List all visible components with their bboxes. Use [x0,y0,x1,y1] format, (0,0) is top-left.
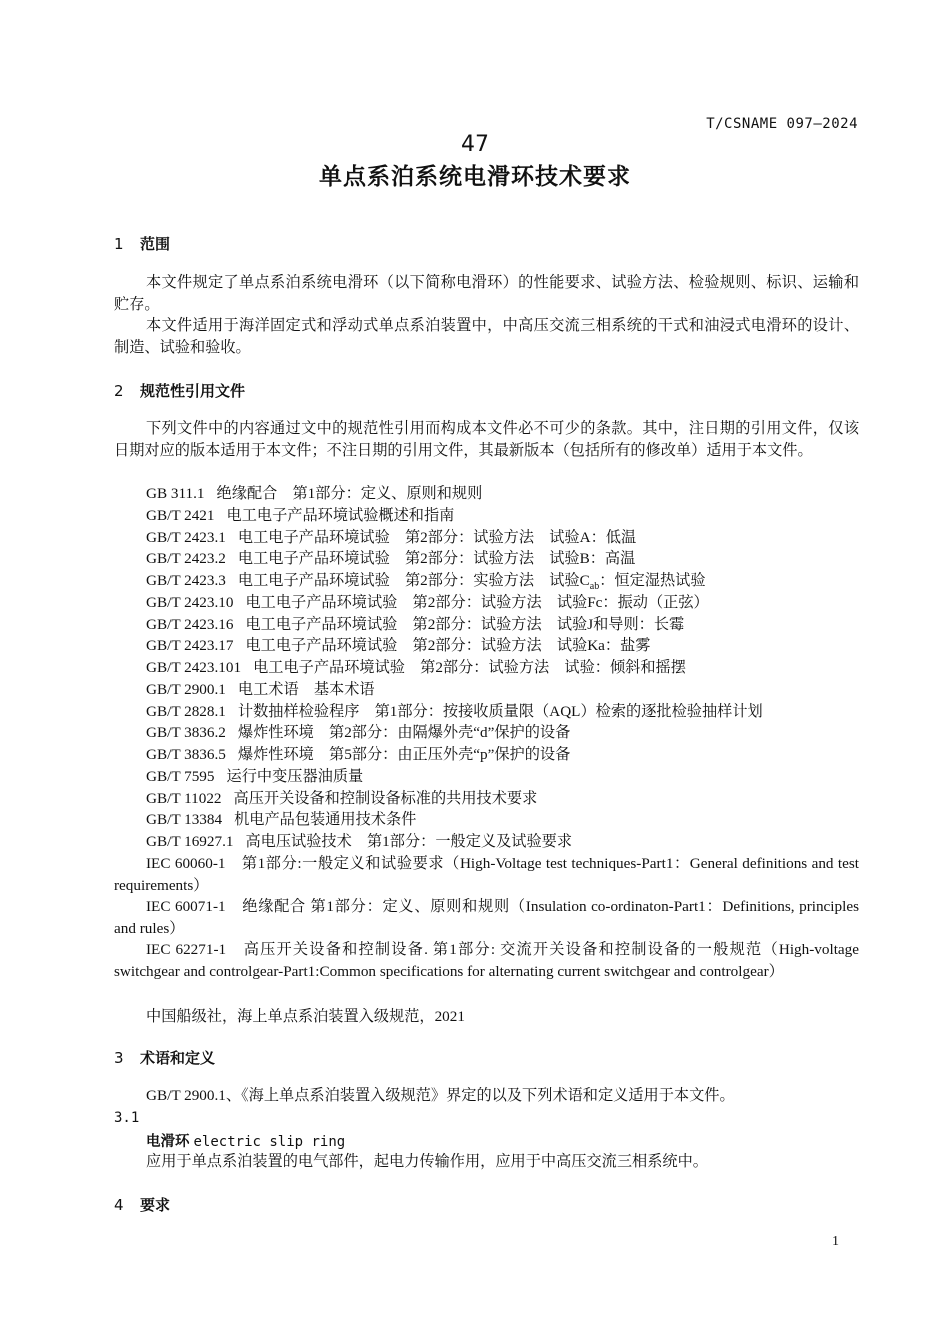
clause-number: 3.1 [114,1110,140,1126]
section-title: 术语和定义 [140,1049,216,1067]
reference-item [146,614,684,636]
iec-reference-2: IEC 60071-1 绝缘配合 第1部分：定义、原则和规则（Insulation co-ordinaton-Part1：Definitions, principles and rules） [114,898,859,937]
normative-intro: 下列文件中的内容通过文中的规范性引用而构成本文件必不可少的条款。其中，注日期的引用文件，仅该日期对应的版本适用于本文件；不注日期的引用文件，其最新版本（包括所有的修改单）适用于本文件。 [114,420,859,459]
reference-code: GB/T 2423.10 [146,594,234,611]
document-title: 单点系泊系统电滑环技术要求 [319,164,631,190]
reference-item [146,788,537,810]
reference-title-main: 电工电子产品环境试验 第2部分：实验方法 试验C [237,572,590,589]
reference-code: GB/T 2423.1 [146,529,226,546]
reference-code: GB/T 2423.3 [146,572,226,589]
page-number: 1 [832,1234,839,1249]
reference-item [146,657,686,679]
reference-item [146,766,363,788]
reference-title: 高压开关设备和控制设备标准的共用技术要求 [233,790,538,807]
section-heading-requirements [114,1194,170,1215]
reference-title: 计数抽样检验程序 第1部分：按接收质量限（AQL）检索的逐批检验抽样计划 [237,703,763,720]
reference-code: GB/T 11022 [146,790,222,807]
reference-title: 电工电子产品环境试验 第2部分：试验方法 试验J和导则：长霉 [245,616,685,633]
reference-code: GB/T 7595 [146,768,215,785]
section-number: 4 [114,1196,124,1214]
reference-code: GB/T 16927.1 [146,833,234,850]
iec-reference-3: IEC 62271-1 高压开关设备和控制设备. 第1部分: 交流开关设备和控制设备的一般规范（High-voltage switchgear and controlgear-Part1:Common specifications for alternating current switchgear and controlgear） [114,941,859,980]
reference-title: 机电产品包装通用技术条件 [234,811,417,828]
reference-item [146,505,454,527]
section-heading-terms [114,1047,215,1068]
reference-item [146,483,482,505]
reference-title: 爆炸性环境 第5部分：由正压外壳“p”保护的设备 [237,746,571,763]
section-title: 范围 [140,235,171,253]
document-number: 47 [461,132,489,157]
reference-title-subscript: ab [589,581,600,593]
reference-code: GB 311.1 [146,485,205,502]
reference-code: GB/T 2421 [146,507,215,524]
reference-item [146,679,375,701]
reference-title: 高电压试验技术 第1部分：一般定义及试验要求 [245,833,573,850]
reference-title [237,572,706,593]
reference-item [146,635,650,657]
section-title: 规范性引用文件 [140,382,246,400]
reference-title: 电工电子产品环境试验 第2部分：试验方法 试验A：低温 [237,529,637,546]
reference-item [146,548,635,570]
reference-code: GB/T 3836.2 [146,724,226,741]
term-entry [146,1130,345,1151]
reference-title: 电工电子产品环境试验概述和指南 [226,507,455,524]
reference-title: 运行中变压器油质量 [226,768,364,785]
reference-item [146,809,416,831]
term-chinese: 电滑环 [146,1134,190,1150]
reference-item [146,831,572,853]
reference-title: 电工电子产品环境试验 第2部分：试验方法 试验Ka：盐雾 [245,637,651,654]
scope-paragraph-2: 本文件适用于海洋固定式和浮动式单点系泊装置中，中高压交流三相系统的干式和油浸式电滑环的设计、制造、试验和验收。 [114,317,859,356]
section-title: 要求 [140,1196,171,1214]
reference-item [146,701,763,723]
reference-code: GB/T 3836.5 [146,746,226,763]
reference-code: GB/T 2423.101 [146,659,242,676]
section-number: 1 [114,235,124,253]
reference-item [146,592,709,614]
reference-title: 爆炸性环境 第2部分：由隔爆外壳“d”保护的设备 [237,724,571,741]
section-heading-scope [114,233,170,254]
reference-item [146,722,570,744]
reference-title: 电工电子产品环境试验 第2部分：试验方法 试验B：高温 [237,550,636,567]
reference-code: GB/T 2900.1 [146,681,226,698]
reference-code: GB/T 2423.2 [146,550,226,567]
standard-code: T/CSNAME 097—2024 [706,116,858,132]
reference-code: GB/T 2423.17 [146,637,234,654]
section-number: 2 [114,382,124,400]
section-heading-normative [114,380,245,401]
term-english: electric slip ring [193,1134,346,1150]
iec-reference-1: IEC 60060-1 第1部分:一般定义和试验要求（High-Voltage test techniques-Part1：General definitions and test requirements） [114,855,859,894]
reference-item [146,527,636,549]
reference-item [146,744,570,766]
reference-title-end: ：恒定湿热试验 [599,572,706,589]
reference-code: GB/T 2828.1 [146,703,226,720]
reference-title: 电工术语 基本术语 [237,681,375,698]
term-definition: 应用于单点系泊装置的电气部件，起电力传输作用，应用于中高压交流三相系统中。 [146,1153,708,1170]
reference-code: GB/T 2423.16 [146,616,234,633]
terms-intro: GB/T 2900.1、《海上单点系泊装置入级规范》界定的以及下列术语和定义适用于本文件。 [146,1087,735,1104]
section-number: 3 [114,1049,124,1067]
scope-paragraph-1: 本文件规定了单点系泊系统电滑环（以下简称电滑环）的性能要求、试验方法、检验规则、标识、运输和贮存。 [114,274,859,313]
ccs-reference: 中国船级社，海上单点系泊装置入级规范，2021 [146,1008,465,1025]
reference-title: 电工电子产品环境试验 第2部分：试验方法 试验Fc：振动（正弦） [245,594,709,611]
reference-code: GB/T 13384 [146,811,223,828]
reference-title: 电工电子产品环境试验 第2部分：试验方法 试验：倾斜和摇摆 [253,659,686,676]
reference-title: 绝缘配合 第1部分：定义、原则和规则 [216,485,483,502]
